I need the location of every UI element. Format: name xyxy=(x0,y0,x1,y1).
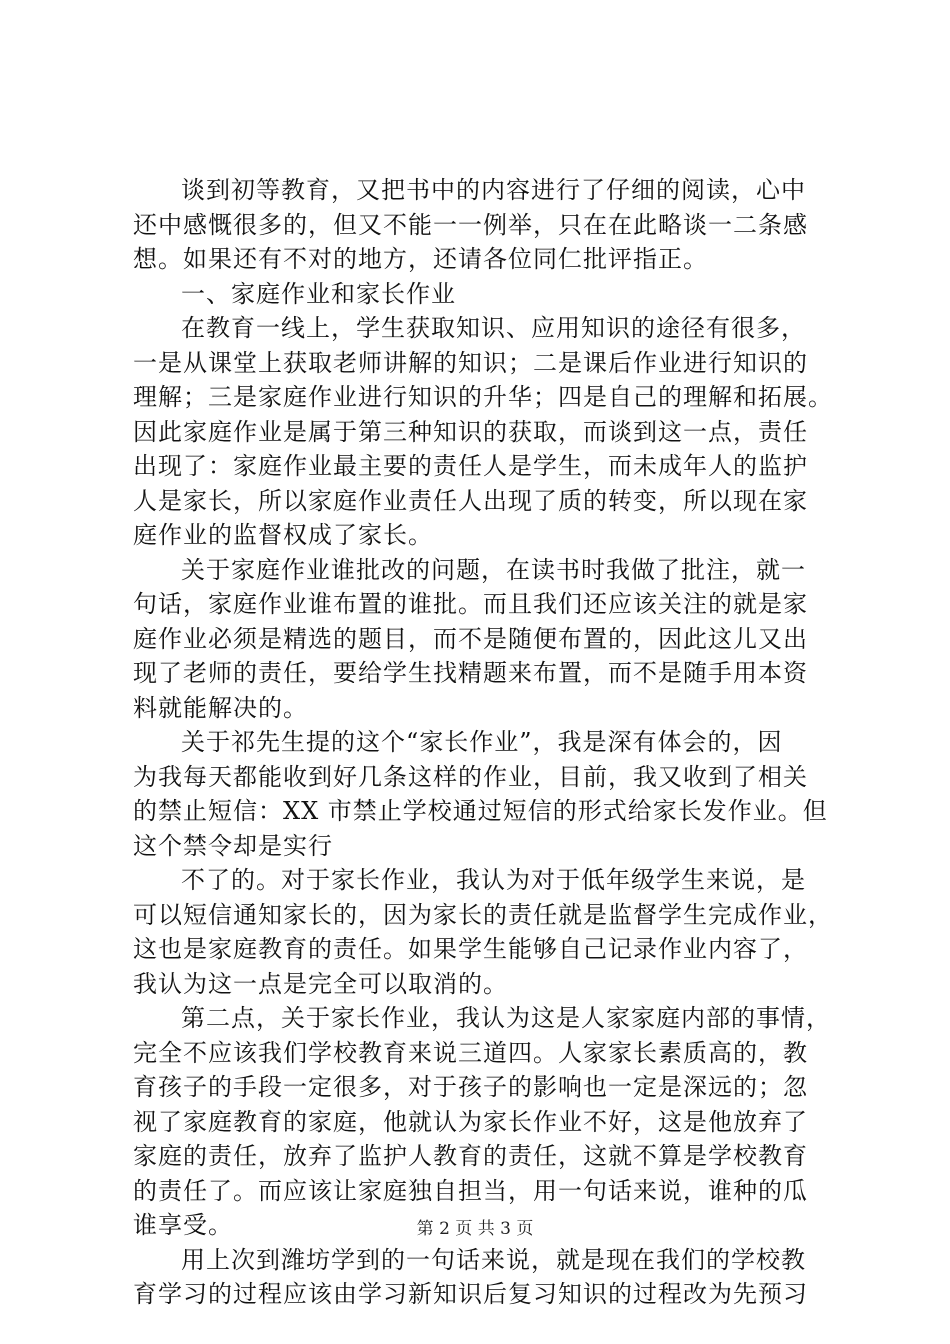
text-line: 庭作业必须是精选的题目，而不是随便布置的，因此这儿又出 xyxy=(133,624,808,653)
text-line: 料就能解决的。 xyxy=(133,693,308,722)
text-line: 育孩子的手段一定很多，对于孩子的影响也一定是深远的；忽 xyxy=(133,1073,808,1101)
text-line: 谁享受。 xyxy=(133,1211,233,1239)
text-line: 视了家庭教育的家庭，他就认为家长作业不好，这是他放弃了 xyxy=(133,1107,808,1136)
text-line: 我认为这一点是完全可以取消的。 xyxy=(133,969,508,998)
text-line: 关于家庭作业谁批改的问题，在读书时我做了批注，就一 xyxy=(181,555,806,584)
page-number-footer: 第 2 页 共 3 页 xyxy=(416,1219,534,1239)
text-line: 育学习的过程应该由学习新知识后复习知识的过程改为先预习 xyxy=(133,1280,808,1308)
text-line: 现了老师的责任，要给学生找精题来布置，而不是随手用本资 xyxy=(133,659,808,687)
text-line: 出现了：家庭作业最主要的责任人是学生，而未成年人的监护 xyxy=(133,452,808,480)
text-line: 一、家庭作业和家长作业 xyxy=(181,279,456,308)
text-line: 这也是家庭教育的责任。如果学生能够自己记录作业内容了， xyxy=(133,935,808,963)
text-line: 不了的。对于家长作业，我认为对于低年级学生来说，是 xyxy=(181,866,806,894)
text-line: 这个禁令却是实行 xyxy=(133,831,333,860)
text-line: 还中感慨很多的，但又不能一一例举，只在在此略谈一二条感 xyxy=(133,210,808,239)
text-line: 关于祁先生提的这个“家长作业”，我是深有体会的，因 xyxy=(181,728,783,756)
text-line: 完全不应该我们学校教育来说三道四。人家家长素质高的，教 xyxy=(133,1038,808,1067)
text-line: 的责任了。而应该让家庭独自担当，用一句话来说，谁种的瓜 xyxy=(133,1176,808,1205)
text-line: 第二点，关于家长作业，我认为这是人家家庭内部的事情， xyxy=(181,1004,831,1032)
text-line: 因此家庭作业是属于第三种知识的获取，而谈到这一点，责任 xyxy=(133,417,808,446)
text-line: 人是家长，所以家庭作业责任人出现了质的转变，所以现在家 xyxy=(133,486,808,515)
text-line: 用上次到潍坊学到的一句话来说，就是现在我们的学校教 xyxy=(181,1245,806,1274)
text-line: 理解；三是家庭作业进行知识的升华；四是自己的理解和拓展。 xyxy=(133,383,833,411)
text-line: 在教育一线上，学生获取知识、应用知识的途径有很多， xyxy=(181,314,806,342)
text-line: 谈到初等教育，又把书中的内容进行了仔细的阅读，心中 xyxy=(181,176,806,204)
text-line: 为我每天都能收到好几条这样的作业，目前，我又收到了相关 xyxy=(133,762,808,791)
text-line: 的禁止短信：XX 市禁止学校通过短信的形式给家长发作业。但 xyxy=(133,797,828,825)
text-line: 想。如果还有不对的地方，还请各位同仁批评指正。 xyxy=(133,245,708,273)
document-body xyxy=(133,173,833,1312)
text-line: 庭作业的监督权成了家长。 xyxy=(133,521,433,549)
text-line: 家庭的责任，放弃了监护人教育的责任，这就不算是学校教育 xyxy=(133,1142,808,1170)
text-line: 可以短信通知家长的，因为家长的责任就是监督学生完成作业， xyxy=(133,900,833,929)
text-line: 一是从课堂上获取老师讲解的知识；二是课后作业进行知识的 xyxy=(133,348,808,377)
text-line: 句话，家庭作业谁布置的谁批。而且我们还应该关注的就是家 xyxy=(133,590,808,618)
